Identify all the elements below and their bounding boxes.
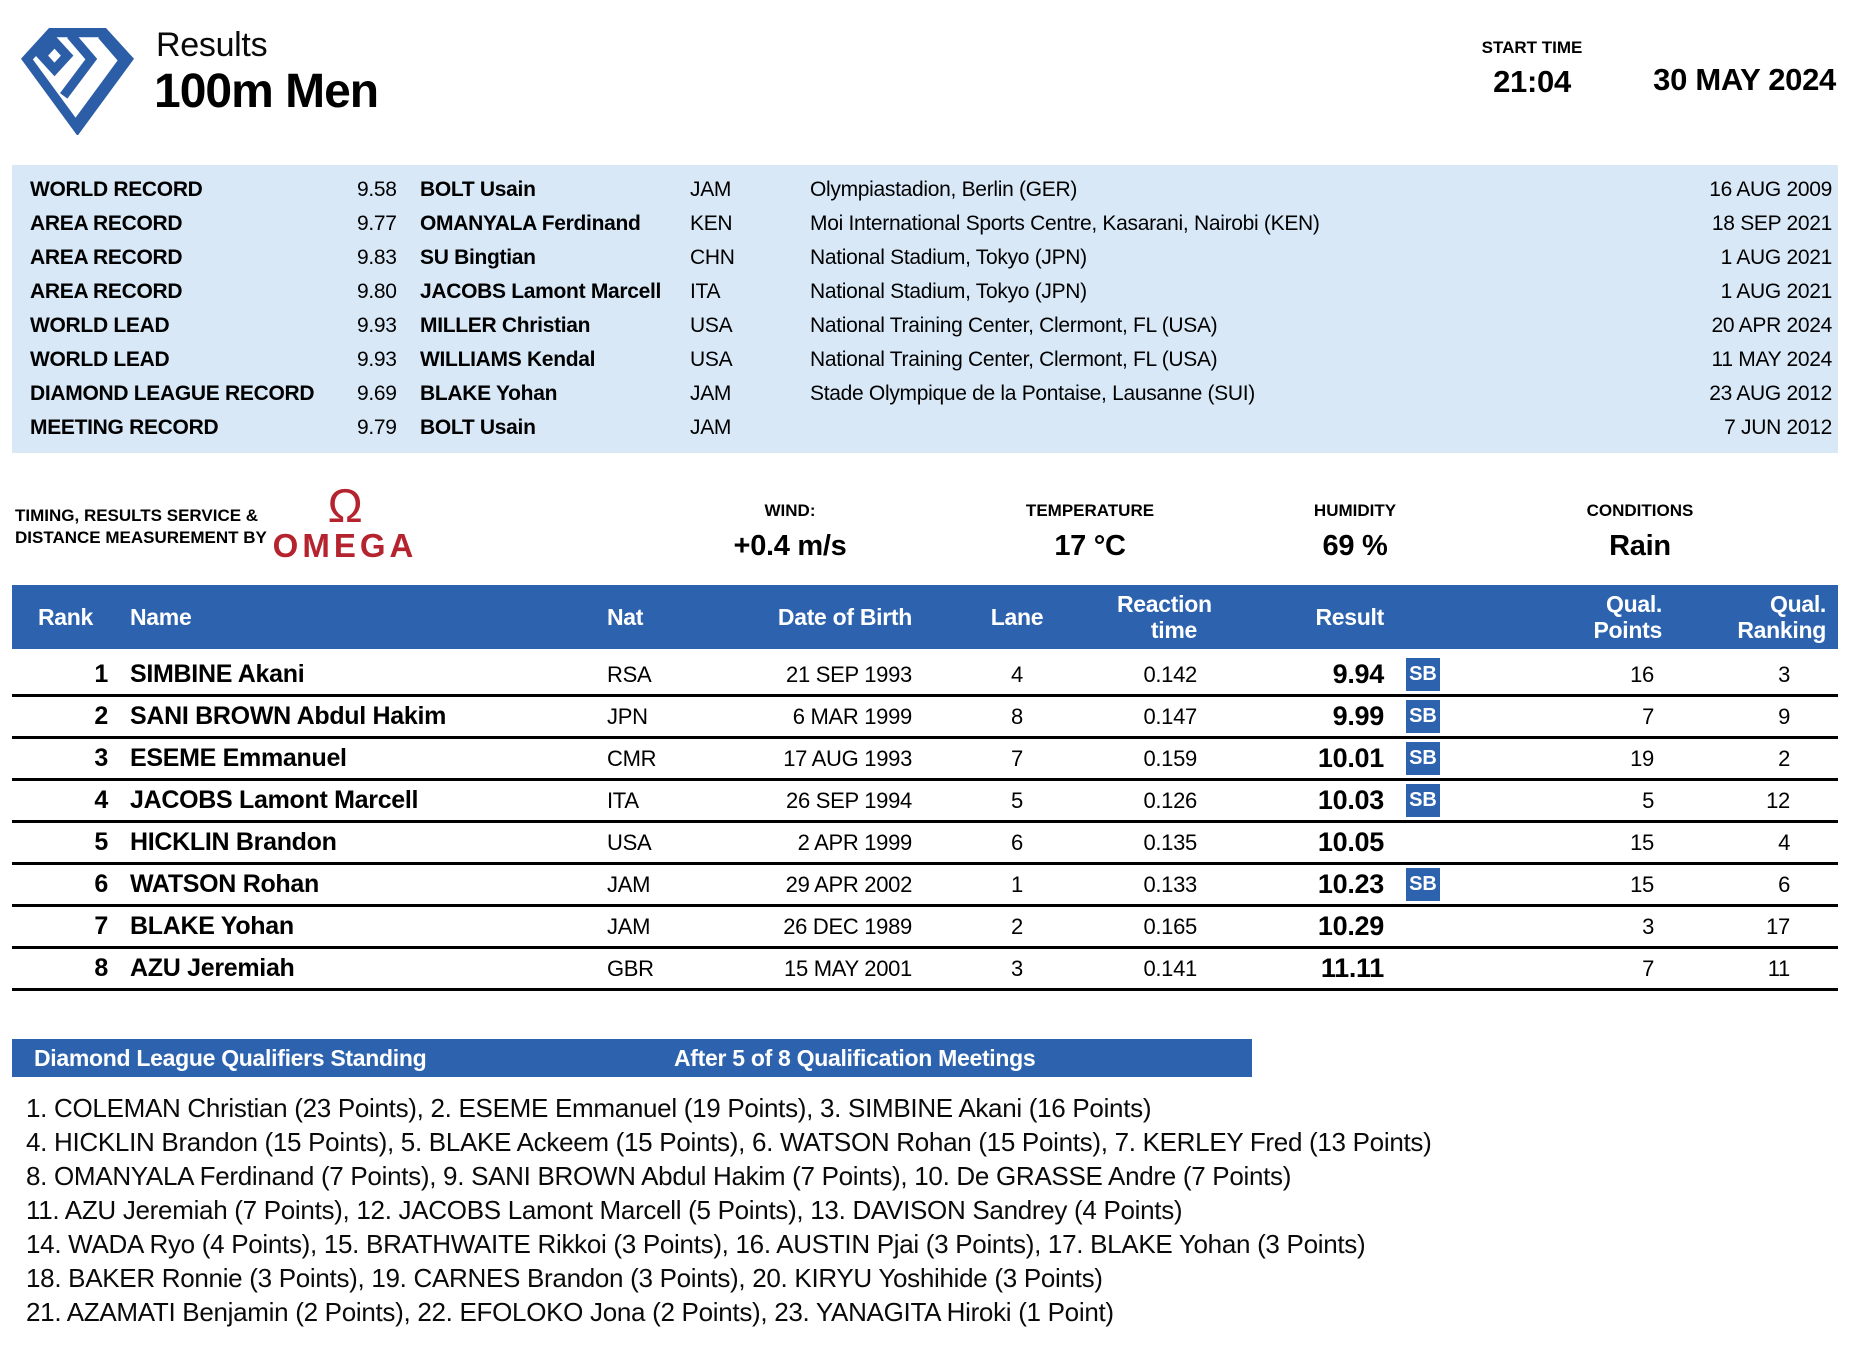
nationality: USA bbox=[607, 829, 652, 855]
event-title: 100m Men bbox=[154, 65, 379, 118]
col-header-reaction-time: Reaction time bbox=[1117, 591, 1212, 643]
standing-line: 4. HICKLIN Brandon (15 Points), 5. BLAKE Ackeem (15 Points), 6. WATSON Rohan (15 Points), 7. KERLEY Fred (13 Points) bbox=[26, 1127, 1432, 1157]
record-row bbox=[12, 377, 1838, 411]
record-mark: 9.83 bbox=[357, 246, 397, 269]
reaction-time: 0.141 bbox=[1143, 955, 1197, 981]
rank: 6 bbox=[94, 870, 108, 898]
reaction-time: 0.135 bbox=[1143, 829, 1197, 855]
nationality: JAM bbox=[607, 913, 651, 939]
record-type: AREA RECORD bbox=[30, 280, 183, 303]
record-mark: 9.58 bbox=[357, 178, 397, 201]
qual-points: 15 bbox=[1630, 871, 1654, 897]
reaction-time: 0.126 bbox=[1143, 787, 1197, 813]
record-venue: National Training Center, Clermont, FL (USA) bbox=[810, 348, 1218, 371]
result-time: 10.03 bbox=[1317, 785, 1384, 815]
record-nat: JAM bbox=[690, 178, 732, 201]
record-mark: 9.80 bbox=[357, 280, 397, 303]
wind-value: +0.4 m/s bbox=[733, 530, 847, 562]
record-nat: CHN bbox=[690, 246, 735, 269]
reaction-time: 0.165 bbox=[1143, 913, 1197, 939]
results-label: Results bbox=[156, 26, 268, 64]
qualifiers-standing-subtitle: After 5 of 8 Qualification Meetings bbox=[674, 1045, 1036, 1071]
record-date: 1 AUG 2021 bbox=[1720, 246, 1832, 269]
date-of-birth: 2 APR 1999 bbox=[797, 829, 912, 855]
record-row bbox=[12, 411, 1838, 445]
lane: 4 bbox=[1011, 661, 1023, 687]
sb-cell bbox=[1392, 823, 1454, 862]
record-type: WORLD LEAD bbox=[30, 348, 170, 371]
standing-line: 1. COLEMAN Christian (23 Points), 2. ESEME Emmanuel (19 Points), 3. SIMBINE Akani (16 Points) bbox=[26, 1093, 1152, 1123]
temperature-label: TEMPERATURE bbox=[1025, 501, 1155, 520]
reaction-time: 0.142 bbox=[1143, 661, 1197, 687]
nationality: JAM bbox=[607, 871, 651, 897]
col-header-qual-ranking: Qual. Ranking bbox=[1737, 591, 1826, 643]
qual-points: 15 bbox=[1630, 829, 1654, 855]
record-row bbox=[12, 241, 1838, 275]
reaction-time: 0.147 bbox=[1143, 703, 1197, 729]
athlete-name: SIMBINE Akani bbox=[130, 660, 305, 688]
lane: 3 bbox=[1011, 955, 1023, 981]
athlete-name: WATSON Rohan bbox=[130, 870, 319, 898]
results-table bbox=[12, 585, 1838, 991]
standing-line: 8. OMANYALA Ferdinand (7 Points), 9. SANI BROWN Abdul Hakim (7 Points), 10. De GRASSE Andre (7 Points) bbox=[26, 1161, 1292, 1191]
record-nat: KEN bbox=[690, 212, 733, 235]
record-venue: National Stadium, Tokyo (JPN) bbox=[810, 246, 1087, 269]
rank: 8 bbox=[94, 954, 108, 982]
qual-points: 7 bbox=[1642, 955, 1654, 981]
conditions-block bbox=[1587, 501, 1694, 563]
date-of-birth: 6 MAR 1999 bbox=[792, 703, 912, 729]
nationality: ITA bbox=[607, 787, 639, 813]
standing-line: 14. WADA Ryo (4 Points), 15. BRATHWAITE Rikkoi (3 Points), 16. AUSTIN Pjai (3 Points), 17. BLAKE Yohan (3 Points) bbox=[26, 1229, 1366, 1259]
date-of-birth: 15 MAY 2001 bbox=[784, 955, 912, 981]
record-mark: 9.79 bbox=[357, 416, 397, 439]
result-time: 10.01 bbox=[1317, 743, 1384, 773]
record-date: 1 AUG 2021 bbox=[1720, 280, 1832, 303]
qual-ranking: 6 bbox=[1778, 871, 1790, 897]
reaction-time: 0.159 bbox=[1143, 745, 1197, 771]
results-table-body bbox=[12, 655, 1838, 991]
athlete-name: JACOBS Lamont Marcell bbox=[130, 786, 419, 814]
conditions-band bbox=[0, 453, 1850, 585]
record-mark: 9.93 bbox=[357, 314, 397, 337]
qualifiers-standing-list bbox=[0, 1077, 1850, 1329]
sb-cell bbox=[1392, 784, 1454, 817]
result-row bbox=[12, 865, 1838, 907]
record-athlete: OMANYALA Ferdinand bbox=[420, 212, 641, 235]
result-row bbox=[12, 781, 1838, 823]
record-athlete: SU Bingtian bbox=[420, 246, 536, 269]
date-of-birth: 26 DEC 1989 bbox=[783, 913, 912, 939]
omega-wordmark: OMEGA bbox=[272, 527, 418, 564]
diamond-league-logo-icon bbox=[20, 20, 135, 140]
col-header-nat: Nat bbox=[607, 604, 644, 630]
season-best-badge: SB bbox=[1406, 658, 1440, 691]
athlete-name: AZU Jeremiah bbox=[130, 954, 295, 982]
result-row bbox=[12, 907, 1838, 949]
sb-cell bbox=[1392, 658, 1454, 691]
record-date: 16 AUG 2009 bbox=[1709, 178, 1832, 201]
timing-provider-text bbox=[15, 505, 267, 549]
record-athlete: BOLT Usain bbox=[420, 178, 536, 201]
record-date: 20 APR 2024 bbox=[1711, 314, 1832, 337]
record-row bbox=[12, 275, 1838, 309]
record-athlete: BOLT Usain bbox=[420, 416, 536, 439]
record-row bbox=[12, 173, 1838, 207]
result-time: 10.05 bbox=[1317, 827, 1384, 857]
lane: 7 bbox=[1011, 745, 1023, 771]
athlete-name: BLAKE Yohan bbox=[130, 912, 294, 940]
record-mark: 9.69 bbox=[357, 382, 397, 405]
record-row bbox=[12, 343, 1838, 377]
nationality: CMR bbox=[607, 745, 657, 771]
result-time: 9.99 bbox=[1332, 701, 1384, 731]
record-date: 23 AUG 2012 bbox=[1709, 382, 1832, 405]
result-row bbox=[12, 739, 1838, 781]
omega-symbol-icon: Ω bbox=[327, 479, 363, 532]
timing-provider-line2: DISTANCE MEASUREMENT BY bbox=[15, 528, 267, 547]
record-athlete: MILLER Christian bbox=[420, 314, 591, 337]
lane: 2 bbox=[1011, 913, 1023, 939]
temperature-value: 17 °C bbox=[1054, 530, 1126, 562]
start-time-label: START TIME bbox=[1481, 38, 1583, 57]
sb-cell bbox=[1392, 949, 1454, 988]
qual-ranking: 12 bbox=[1766, 787, 1790, 813]
record-venue: Stade Olympique de la Pontaise, Lausanne (SUI) bbox=[810, 382, 1255, 405]
standing-line: 18. BAKER Ronnie (3 Points), 19. CARNES Brandon (3 Points), 20. KIRYU Yoshihide (3 Points) bbox=[26, 1263, 1103, 1293]
season-best-badge: SB bbox=[1406, 784, 1440, 817]
record-venue: Olympiastadion, Berlin (GER) bbox=[810, 178, 1078, 201]
record-date: 18 SEP 2021 bbox=[1711, 212, 1832, 235]
record-athlete: JACOBS Lamont Marcell bbox=[420, 280, 662, 303]
temperature-block bbox=[1026, 501, 1154, 563]
record-nat: USA bbox=[690, 348, 733, 371]
sb-cell bbox=[1392, 907, 1454, 946]
record-mark: 9.93 bbox=[357, 348, 397, 371]
qual-points: 16 bbox=[1630, 661, 1654, 687]
result-row bbox=[12, 949, 1838, 991]
conditions-label: CONDITIONS bbox=[1586, 501, 1694, 520]
wind-label: WIND: bbox=[764, 501, 816, 520]
qual-ranking: 17 bbox=[1766, 913, 1790, 939]
result-row bbox=[12, 823, 1838, 865]
qual-ranking: 3 bbox=[1778, 661, 1790, 687]
qual-ranking: 9 bbox=[1778, 703, 1790, 729]
results-table-header bbox=[12, 585, 1838, 649]
season-best-badge: SB bbox=[1406, 742, 1440, 775]
record-type: DIAMOND LEAGUE RECORD bbox=[30, 382, 315, 405]
event-date: 30 MAY 2024 bbox=[1653, 62, 1836, 97]
result-time: 9.94 bbox=[1332, 659, 1384, 689]
record-athlete: WILLIAMS Kendal bbox=[420, 348, 596, 371]
col-header-qual-points: Qual. Points bbox=[1593, 591, 1662, 643]
rank: 5 bbox=[94, 828, 108, 856]
qualifiers-standing-title: Diamond League Qualifiers Standing bbox=[34, 1045, 427, 1071]
athlete-name: ESEME Emmanuel bbox=[130, 744, 347, 772]
qual-ranking: 11 bbox=[1767, 955, 1790, 981]
record-type: AREA RECORD bbox=[30, 246, 183, 269]
nationality: RSA bbox=[607, 661, 652, 687]
athlete-name: SANI BROWN Abdul Hakim bbox=[130, 702, 447, 730]
sb-cell bbox=[1392, 742, 1454, 775]
date-of-birth: 17 AUG 1993 bbox=[783, 745, 912, 771]
records-band bbox=[12, 165, 1838, 453]
col-header-rank: Rank bbox=[38, 604, 94, 630]
sb-cell bbox=[1392, 700, 1454, 733]
record-type: WORLD LEAD bbox=[30, 314, 170, 337]
record-nat: USA bbox=[690, 314, 733, 337]
sb-cell bbox=[1392, 868, 1454, 901]
record-venue: National Stadium, Tokyo (JPN) bbox=[810, 280, 1087, 303]
season-best-badge: SB bbox=[1406, 868, 1440, 901]
page-header bbox=[0, 0, 1850, 165]
qual-points: 7 bbox=[1642, 703, 1654, 729]
conditions-value: Rain bbox=[1609, 530, 1671, 562]
humidity-value: 69 % bbox=[1322, 530, 1388, 562]
col-header-name: Name bbox=[130, 604, 192, 630]
qual-ranking: 2 bbox=[1778, 745, 1790, 771]
record-date: 7 JUN 2012 bbox=[1724, 416, 1832, 439]
col-header-date-of-birth: Date of Birth bbox=[777, 604, 912, 630]
record-date: 11 MAY 2024 bbox=[1711, 348, 1832, 371]
col-header-result: Result bbox=[1315, 604, 1384, 630]
timing-provider-line1: TIMING, RESULTS SERVICE & bbox=[15, 506, 259, 525]
record-athlete: BLAKE Yohan bbox=[420, 382, 558, 405]
date-of-birth: 26 SEP 1994 bbox=[786, 787, 912, 813]
result-time: 10.23 bbox=[1317, 869, 1384, 899]
standing-line: 21. AZAMATI Benjamin (2 Points), 22. EFOLOKO Jona (2 Points), 23. YANAGITA Hiroki (1 Point) bbox=[26, 1297, 1114, 1327]
date-of-birth: 29 APR 2002 bbox=[785, 871, 912, 897]
record-row bbox=[12, 207, 1838, 241]
wind-block bbox=[734, 501, 847, 563]
standing-line: 11. AZU Jeremiah (7 Points), 12. JACOBS Lamont Marcell (5 Points), 13. DAVISON Sandrey (4 Points) bbox=[26, 1195, 1183, 1225]
qual-points: 19 bbox=[1630, 745, 1654, 771]
lane: 5 bbox=[1011, 787, 1023, 813]
result-time: 10.29 bbox=[1317, 911, 1384, 941]
nationality: GBR bbox=[607, 955, 654, 981]
record-row bbox=[12, 309, 1838, 343]
lane: 8 bbox=[1011, 703, 1023, 729]
record-type: AREA RECORD bbox=[30, 212, 183, 235]
lane: 6 bbox=[1011, 829, 1023, 855]
season-best-badge: SB bbox=[1406, 700, 1440, 733]
nationality: JPN bbox=[607, 703, 648, 729]
humidity-block bbox=[1314, 501, 1396, 563]
rank: 7 bbox=[94, 912, 108, 940]
record-nat: JAM bbox=[690, 382, 732, 405]
col-header-lane: Lane bbox=[990, 604, 1044, 630]
rank: 1 bbox=[94, 660, 108, 688]
record-type: WORLD RECORD bbox=[30, 178, 203, 201]
qualifiers-standing-section bbox=[0, 1039, 1850, 1329]
rank: 3 bbox=[94, 744, 108, 772]
rank: 2 bbox=[94, 702, 108, 730]
rank: 4 bbox=[94, 786, 108, 814]
record-nat: JAM bbox=[690, 416, 732, 439]
start-time-value: 21:04 bbox=[1493, 64, 1571, 99]
result-row bbox=[12, 655, 1838, 697]
date-of-birth: 21 SEP 1993 bbox=[786, 661, 912, 687]
record-type: MEETING RECORD bbox=[30, 416, 219, 439]
result-time: 11.11 bbox=[1320, 953, 1384, 983]
qualifiers-standing-header-bar bbox=[12, 1039, 1252, 1077]
qual-points: 3 bbox=[1642, 913, 1654, 939]
result-row bbox=[12, 697, 1838, 739]
start-time-block bbox=[1474, 38, 1590, 100]
record-nat: ITA bbox=[690, 280, 721, 303]
qual-points: 5 bbox=[1642, 787, 1654, 813]
humidity-label: HUMIDITY bbox=[1313, 501, 1397, 520]
record-venue: Moi International Sports Centre, Kasarani, Nairobi (KEN) bbox=[810, 212, 1320, 235]
athlete-name: HICKLIN Brandon bbox=[130, 828, 337, 856]
record-venue: National Training Center, Clermont, FL (USA) bbox=[810, 314, 1218, 337]
reaction-time: 0.133 bbox=[1143, 871, 1197, 897]
lane: 1 bbox=[1011, 871, 1023, 897]
record-mark: 9.77 bbox=[357, 212, 397, 235]
omega-logo bbox=[272, 479, 418, 564]
qual-ranking: 4 bbox=[1778, 829, 1790, 855]
